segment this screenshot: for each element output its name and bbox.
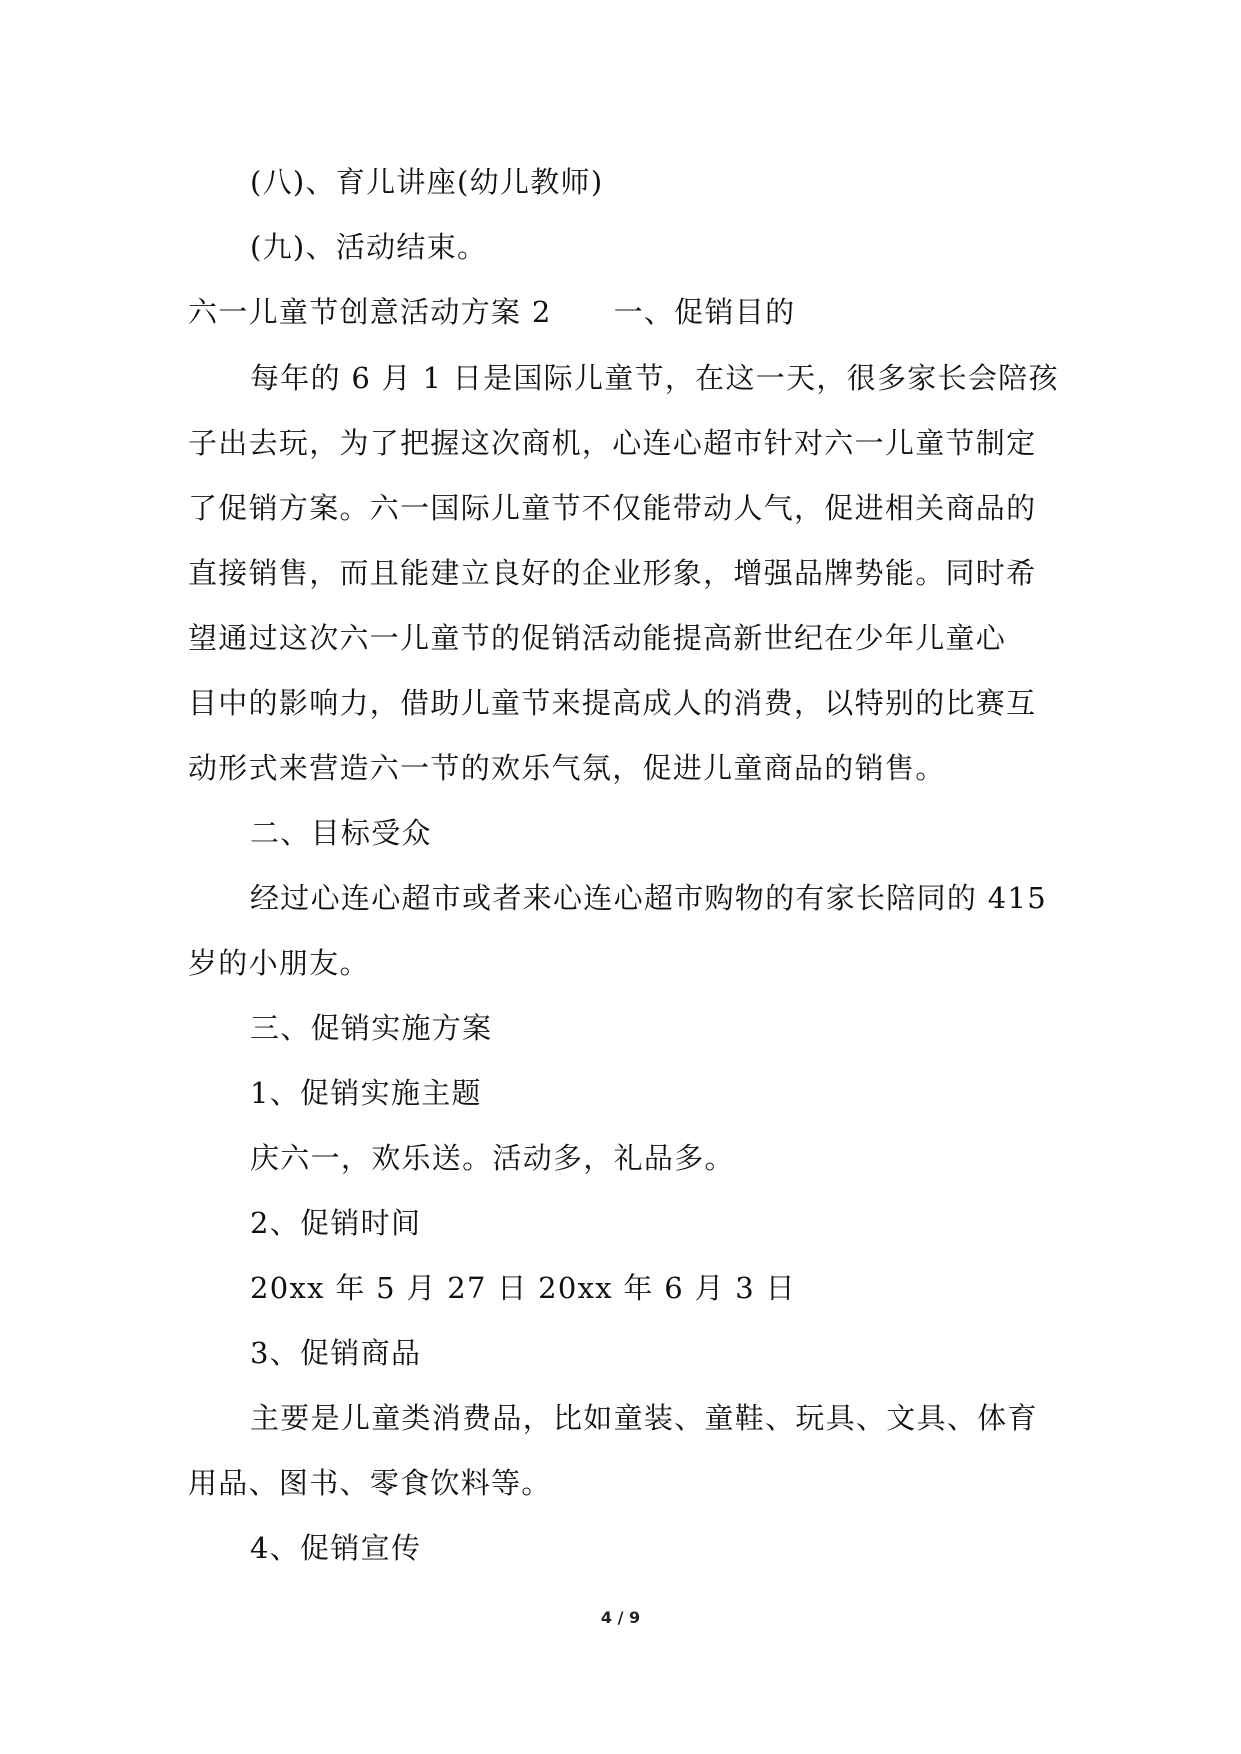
section-heading: 二、目标受众 <box>250 816 432 850</box>
section-heading: 一、促销目的 <box>613 295 796 329</box>
page-number: 4 / 9 <box>600 1608 641 1627</box>
subsection-heading: 2、促销时间 <box>250 1206 422 1240</box>
paragraph-line: 主要是儿童类消费品，比如童装、童鞋、玩具、文具、体育 <box>250 1401 1038 1435</box>
paragraph-line: (八)、育儿讲座(幼儿教师) <box>250 165 604 199</box>
paragraph-line: 20xx 年 5 月 27 日 20xx 年 6 月 3 日 <box>250 1271 796 1305</box>
section-heading: 三、促销实施方案 <box>250 1011 493 1045</box>
subsection-heading: 1、促销实施主题 <box>250 1076 482 1110</box>
paragraph-line: (九)、活动结束。 <box>250 230 488 264</box>
subsection-heading: 4、促销宣传 <box>250 1531 422 1565</box>
paragraph-line: 岁的小朋友。 <box>188 946 370 980</box>
paragraph-line: 每年的 6 月 1 日是国际儿童节，在这一天，很多家长会陪孩 <box>250 361 1059 395</box>
paragraph-line: 望通过这次六一儿童节的促销活动能提高新世纪在少年儿童心 <box>188 621 1007 655</box>
paragraph-line: 直接销售，而且能建立良好的企业形象，增强品牌势能。同时希 <box>188 556 1037 590</box>
paragraph-line: 庆六一，欢乐送。活动多，礼品多。 <box>250 1141 735 1175</box>
paragraph-line: 动形式来营造六一节的欢乐气氛，促进儿童商品的销售。 <box>188 751 946 785</box>
document-title: 六一儿童节创意活动方案 2 <box>188 295 552 329</box>
paragraph-line: 目中的影响力，借助儿童节来提高成人的消费，以特别的比赛互 <box>188 686 1037 720</box>
paragraph-line: 经过心连心超市或者来心连心超市购物的有家长陪同的 415 <box>250 881 1047 915</box>
paragraph-line: 用品、图书、零食饮料等。 <box>188 1466 552 1500</box>
paragraph-line: 了促销方案。六一国际儿童节不仅能带动人气，促进相关商品的 <box>188 491 1037 525</box>
section-title-line <box>188 292 1068 332</box>
subsection-heading: 3、促销商品 <box>250 1336 422 1370</box>
paragraph-line: 子出去玩，为了把握这次商机，心连心超市针对六一儿童节制定 <box>188 426 1037 460</box>
